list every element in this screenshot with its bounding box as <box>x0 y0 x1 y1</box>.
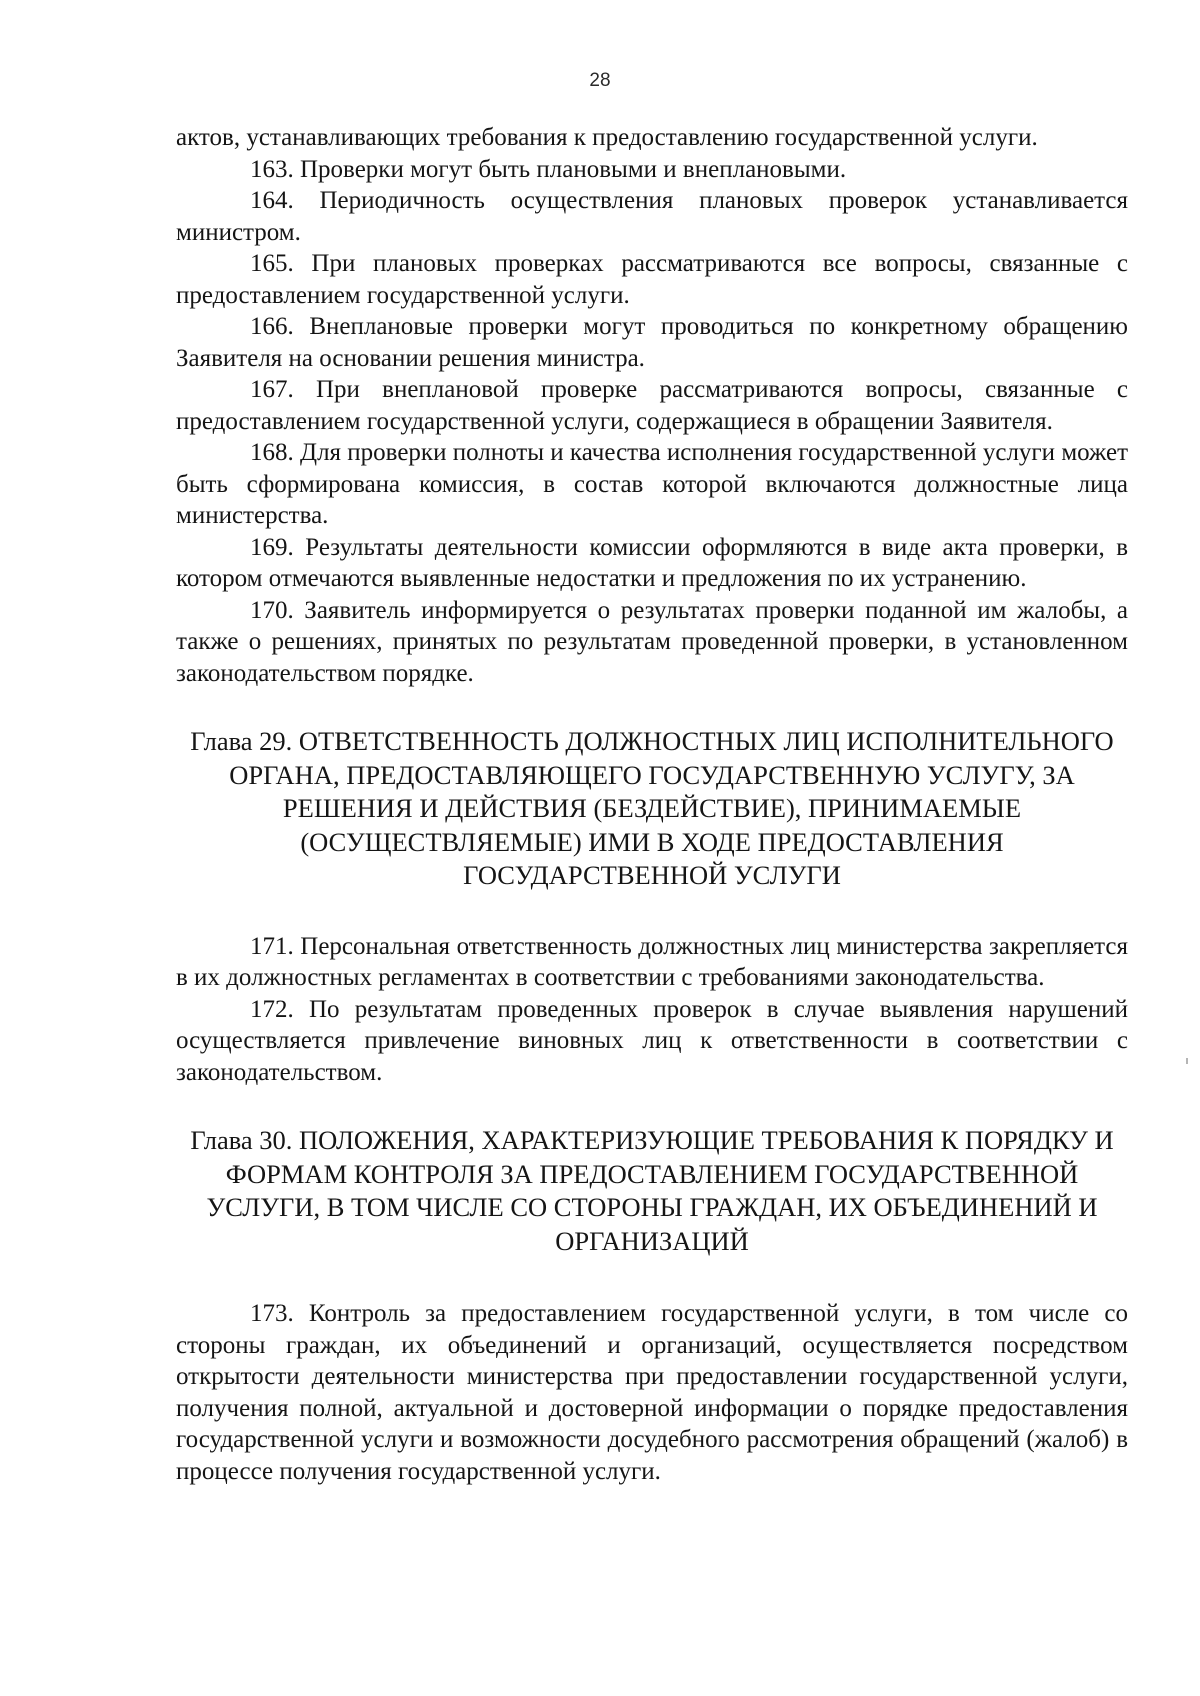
paragraph-165: 165. При плановых проверках рассматриваются все вопросы, связанные с предоставлением государственной услуги. <box>176 250 1128 309</box>
document-body <box>176 122 1128 1487</box>
paragraph-continuation: актов, устанавливающих требования к предоставлению государственной услуги. <box>176 124 1038 151</box>
scan-margin-mark <box>1186 1058 1188 1064</box>
chapter-29-heading: Глава 29. ОТВЕТСТВЕННОСТЬ ДОЛЖНОСТНЫХ ЛИЦ ИСПОЛНИТЕЛЬНОГО ОРГАНА, ПРЕДОСТАВЛЯЮЩЕГО ГОСУДАРСТВЕННУЮ УСЛУГУ, ЗА РЕШЕНИЯ И ДЕЙСТВИЯ (БЕЗДЕЙСТВИЕ), ПРИНИМАЕМЫЕ (ОСУЩЕСТВЛЯЕМЫЕ) ИМИ В ХОДЕ ПРЕДОСТАВЛЕНИЯ ГОСУДАРСТВЕННОЙ УСЛУГИ <box>190 726 1114 890</box>
paragraph-164: 164. Периодичность осуществления плановых проверок устанавливается министром. <box>176 187 1128 246</box>
paragraph-170: 170. Заявитель информируется о результатах проверки поданной им жалобы, а также о решениях, принятых по результатам проведенной проверки, в установленном законодательством порядке. <box>176 596 1128 687</box>
chapter-30-heading: Глава 30. ПОЛОЖЕНИЯ, ХАРАКТЕРИЗУЮЩИЕ ТРЕБОВАНИЯ К ПОРЯДКУ И ФОРМАМ КОНТРОЛЯ ЗА ПРЕДОСТАВЛЕНИЕМ ГОСУДАРСТВЕННОЙ УСЛУГИ, В ТОМ ЧИСЛЕ СО СТОРОНЫ ГРАЖДАН, ИХ ОБЪЕДИНЕНИЙ И ОРГАНИЗАЦИЙ <box>190 1125 1114 1256</box>
paragraph-173: 173. Контроль за предоставлением государственной услуги, в том числе со стороны граждан, их объединений и организаций, осуществляется посредством открытости деятельности министерства при предоставлении государственной услуги, получения полной, актуальной и достоверной информации о порядке предоставления государственной услуги и возможности досудебного рассмотрения обращений (жалоб) в процессе получения государственной услуги. <box>176 1300 1128 1485</box>
paragraph-167: 167. При внеплановой проверке рассматриваются вопросы, связанные с предоставлением государственной услуги, содержащиеся в обращении Заявителя. <box>176 376 1128 435</box>
paragraph-171: 171. Персональная ответственность должностных лиц министерства закрепляется в их должностных регламентах в соответствии с требованиями законодательства. <box>176 932 1128 991</box>
paragraph-168: 168. Для проверки полноты и качества исполнения государственной услуги может быть сформирована комиссия, в состав которой включаются должностные лица министерства. <box>176 439 1128 529</box>
paragraph-169: 169. Результаты деятельности комиссии оформляются в виде акта проверки, в котором отмечаются выявленные недостатки и предложения по их устранению. <box>176 533 1128 592</box>
paragraph-166: 166. Внеплановые проверки могут проводиться по конкретному обращению Заявителя на основании решения министра. <box>176 313 1128 372</box>
page-number: 28 <box>589 70 611 91</box>
paragraph-163: 163. Проверки могут быть плановыми и внеплановыми. <box>250 155 847 183</box>
paragraph-172: 172. По результатам проведенных проверок в случае выявления нарушений осуществляется привлечение виновных лиц к ответственности в соответствии с законодательством. <box>176 995 1128 1086</box>
